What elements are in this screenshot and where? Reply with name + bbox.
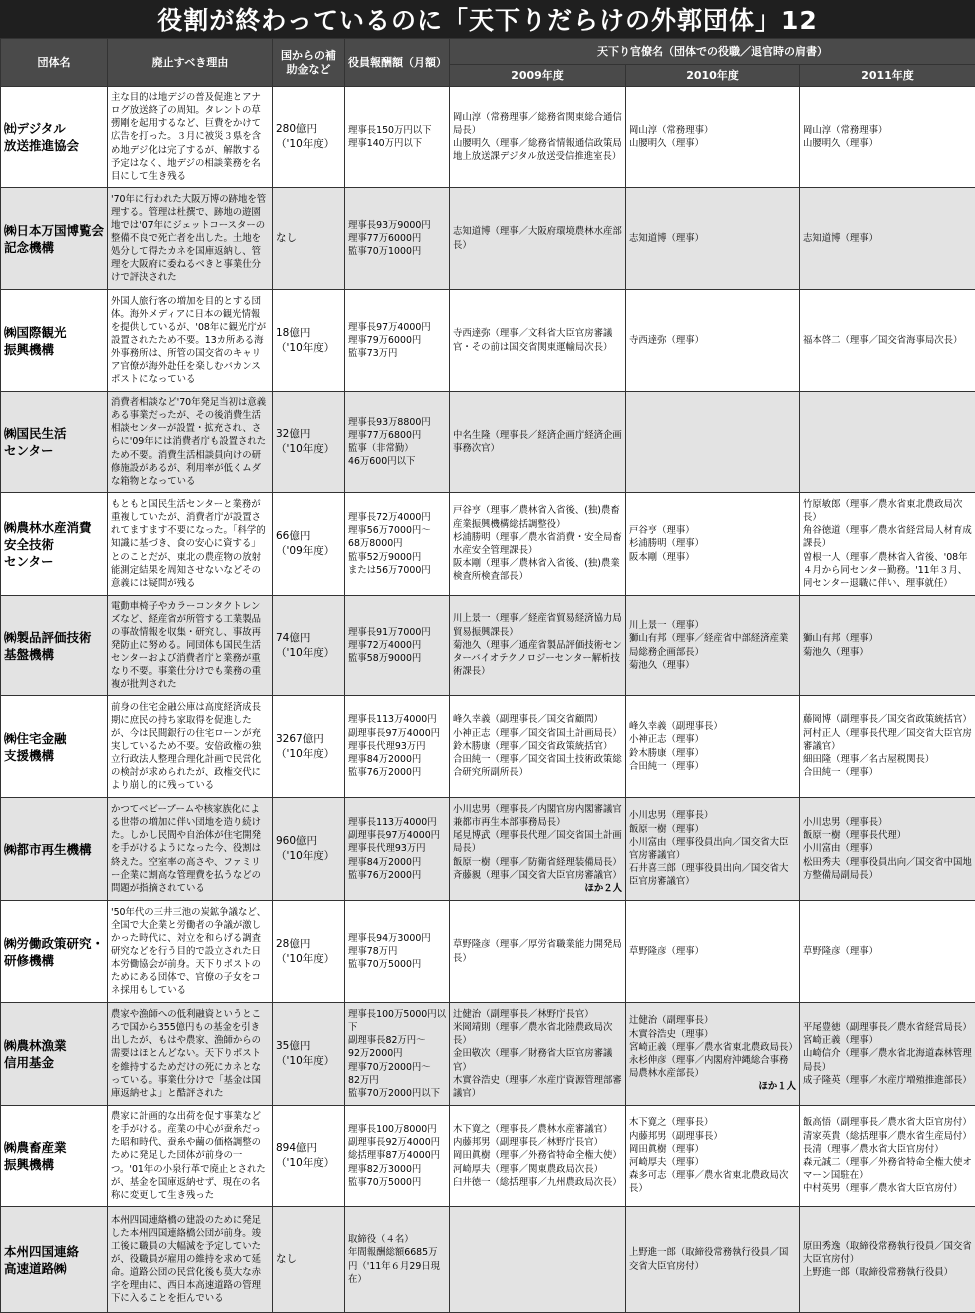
amakudari-2009-line: 木下寛之（理事長／農林水産審議官） [453,1123,622,1136]
amakudari-2009-line: 米岡靖則（理事／農水省北陸農政局次長） [453,1021,622,1047]
subsidy-line: 66億円 [276,529,341,544]
org-name-line: ㈱国民生活 [4,425,104,442]
officer-salary [345,596,450,696]
officer-salary-line: 理事長97万4000円 [348,321,446,334]
org-name-line: ㈱国際観光 [4,324,104,341]
amakudari-2010-line: 志知道博（理事） [629,232,796,245]
subsidy-line: 28億円 [276,937,341,952]
subsidy-line: 35億円 [276,1039,341,1054]
org-name [1,87,108,188]
amakudari-2009-line: 菊池久（理事／通産省製品評価技術センターバイオテクノロジーセンター解析技術課長） [453,639,622,679]
amakudari-2011-line: 藤岡博（副理事長／国交省政策統括官） [803,713,972,726]
officer-salary-line: 82万円 [348,1074,446,1087]
officer-salary-line: 副理事長92万4000円 [348,1136,446,1149]
officer-salary-line: 理事長代理93万円 [348,842,446,855]
amakudari-2011-line: 山腰明久（理事） [803,137,972,150]
amakudari-2009 [450,87,626,188]
abolish-reason: もともと国民生活センターと業務が重複していたが、消費者庁が設置されてますます不要になった。「科学的知識に基づき、食の安心に資する」とのことだが、東北の農産物の放射能測定結果を周知させないなどその意義には疑問が残る [108,493,273,596]
subsidy [273,188,345,290]
org-name-line: ㈱都市再生機構 [4,841,104,858]
amakudari-2011-line: 宮崎正義（理事） [803,1034,972,1047]
amakudari-2011-line: 上野進一郎（取締役常務執行役員） [803,1266,972,1279]
amakudari-2009-line: 小神正志（理事／国交省国土計画局長） [453,727,622,740]
amakudari-2010-line: 飯原一樹（理事） [629,823,796,836]
amakudari-2010-line: 森多可志（理事／農水省東北農政局次長） [629,1169,796,1195]
officer-salary-line: 理事72万4000円 [348,639,446,652]
amakudari-2011 [800,901,975,1003]
table-row [1,493,975,596]
table-row [1,87,975,188]
table-row [1,188,975,290]
officer-salary-line: 監事73万円 [348,347,446,360]
amakudari-2010-line: 木下寛之（理事長） [629,1116,796,1129]
officer-salary-line: 理事長91万7000円 [348,626,446,639]
officer-salary-line: 理事長113万4000円 [348,816,446,829]
officer-salary-line: 68万8000円 [348,537,446,550]
page-title: 役割が終わっているのに「天下りだらけの外郭団体」12 [157,1,818,37]
subsidy-line: （'10年度） [276,646,341,661]
officer-salary-line: 監事（非常勤） [348,442,446,455]
subsidy [273,493,345,596]
org-name [1,290,108,392]
officer-salary-line: 理事82万3000円 [348,1163,446,1176]
amakudari-2009-line: 臼井徳一（総括理事／九州農政局次長） [453,1176,622,1189]
subsidy-line: （'10年度） [276,137,341,152]
amakudari-2009-line: 川上景一（理事／経産省貿易経済協力局貿易振興課長） [453,612,622,638]
amakudari-2011-line: 小川富由（理事） [803,842,972,855]
table-row [1,1106,975,1207]
officer-salary [345,1106,450,1207]
amakudari-2010-line: 木實谷浩史（理事） [629,1028,796,1041]
org-name [1,696,108,798]
officer-salary-line: 監事70万5000円 [348,958,446,971]
officer-salary-line: 監事76万2000円 [348,869,446,882]
amakudari-2009-line: 戸谷亨（理事／農林省入省後、(独)農畜産業振興機構総括調整役） [453,504,622,530]
subsidy-line: 32億円 [276,427,341,442]
officer-salary-line: 理事長代理93万円 [348,740,446,753]
amakudari-2011 [800,392,975,493]
amakudari-2009-line: 小川忠男（理事長／内閣官房内閣審議官兼都市再生本部事務局長） [453,803,622,829]
header-reason: 廃止すべき理由 [108,39,273,87]
subsidy-line: （'10年度） [276,849,341,864]
table-row [1,1207,975,1313]
subsidy-line: （'10年度） [276,747,341,762]
amakudari-2009-line: 岡田眞樹（理事／外務省特命全権大使） [453,1149,622,1162]
abolish-reason: 前身の住宅金融公庫は高度経済成長期に庶民の持ち家取得を促進したが、今は民間銀行の住宅ローンが充実しているため不要。安倍政権の独立行政法人整理合理化計画で民営化の検討が求められたが、政権交代により崩し的に残っている [108,696,273,798]
amakudari-2009-line: 杉浦勝明（理事／農水省消費・安全局畜水産安全管理課長） [453,531,622,557]
org-name-line: 振興機構 [4,341,104,358]
amakudari-2011-line: 松田秀夫（理事役員出向／国交省中国地方整備局副局長） [803,856,972,882]
amakudari-2009-line: 寺西達弥（理事／文科省大臣官房審議官・その前は国交省関東運輸局次長） [453,327,622,353]
amakudari-2010-line: 宮崎正義（理事／農水省東北農政局長） [629,1041,796,1054]
table-row [1,901,975,1003]
amakudari-2010-line: 寺西達弥（理事） [629,334,796,347]
amakudari-2009-line: 阪本剛（理事／農林省入省後、(独)農業検査所検査部長） [453,557,622,583]
amakudari-2010-line: 辻健治（副理事長） [629,1014,796,1027]
officer-salary-line: 理事84万2000円 [348,856,446,869]
amakudari-2011 [800,696,975,798]
amakudari-2011 [800,596,975,696]
org-name [1,1106,108,1207]
officer-salary [345,1003,450,1106]
amakudari-2010 [626,1106,800,1207]
subsidy-line: （'09年度） [276,544,341,559]
officer-salary [345,392,450,493]
amakudari-2009-line: 飯原一樹（理事／防衛省経理装備局長） [453,856,622,869]
header-salary: 役員報酬額（月額） [345,39,450,87]
subsidy-line: 18億円 [276,326,341,341]
org-name-line: ㈱農林漁業 [4,1037,104,1054]
org-name-line: 本州四国連絡 [4,1243,104,1260]
amakudari-2010-line: 合田純一（理事） [629,760,796,773]
amakudari-2009-line: 河崎厚夫（理事／関東農政局次長） [453,1163,622,1176]
officer-salary [345,188,450,290]
amakudari-2011-line: 志知道博（理事） [803,232,972,245]
officer-salary-line: 理事79万6000円 [348,334,446,347]
officer-salary-line: 理事84万2000円 [348,753,446,766]
amakudari-2011 [800,87,975,188]
officer-salary-line: 理事長113万4000円 [348,713,446,726]
officer-salary [345,493,450,596]
org-name [1,1207,108,1313]
amakudari-2009-line: 山腰明久（理事／総務省情報通信政策局地上放送課デジタル放送受信推進室長） [453,137,622,163]
abolish-reason: 農家に計画的な出荷を促す事業などを手がける。産業の中心が蚕糸だった昭和時代、蚕糸や繭の価格調整のために発足した団体が前身の一つ。'01年の小泉行革で廃止とされたが、基金を国庫返納せず、現在の名称に変更して生き残った [108,1106,273,1207]
officer-salary-line: 監事76万2000円 [348,766,446,779]
org-name-line: 基盤機構 [4,646,104,663]
amakudari-2011 [800,1106,975,1207]
officer-salary-line: 理事77万6000円 [348,232,446,245]
org-name-line: 信用基金 [4,1054,104,1071]
subsidy [273,1106,345,1207]
officer-salary-line: 理事70万2000円〜 [348,1061,446,1074]
officer-salary-line: 理事長93万8800円 [348,416,446,429]
amakudari-2009 [450,798,626,901]
amakudari-2009-line: 斉藤親（理事／国交省大臣官房審議官） [453,869,622,882]
amakudari-2011-line: 飯原一樹（理事長代理） [803,829,972,842]
officer-salary-line: 監事70万1000円 [348,245,446,258]
officer-salary-line: 監事70万2000円以下 [348,1087,446,1100]
subsidy-line: 960億円 [276,834,341,849]
org-name [1,1003,108,1106]
subsidy [273,798,345,901]
subsidy [273,290,345,392]
org-name-line: 記念機構 [4,239,104,256]
org-name [1,392,108,493]
abolish-reason: '70年に行われた大阪万博の跡地を管理する。管理は杜撰で、跡地の遊園地では'07年にジェットコースターの整備不良で死亡者を出した。土地を処分して得たカネを国庫返納し、管理を大阪府に委ねるべきと事業仕分けで評決された [108,188,273,290]
amakudari-2010-line: 山腰明久（理事） [629,137,796,150]
org-name [1,493,108,596]
amakudari-2011-line: 合田純一（理事） [803,766,972,779]
amakudari-2011-line: 小川忠男（理事長） [803,816,972,829]
subsidy [273,392,345,493]
abolish-reason: 本州四国連絡橋の建設のために発足した本州四国連絡橋公団が前身。竣工後に職員の大幅減を予定していたが、役職員が雇用の維持を求めて延命。道路公団の民営化後も莫大な赤字を理由に、西日本高速道路の管理下に入ることを拒んでいる [108,1207,273,1313]
table-row [1,392,975,493]
officer-salary-line: 理事長100万5000円以下 [348,1008,446,1034]
header-amakudari: 天下り官僚名（団体での役職／退官時の肩書） [450,39,975,65]
amakudari-2009 [450,901,626,1003]
amakudari-2011-line: 飯高悟（副理事長／農水省大臣官房付） [803,1116,972,1129]
amakudari-2011 [800,1207,975,1313]
amakudari-2009 [450,290,626,392]
officer-salary-line: 理事77万6800円 [348,429,446,442]
header-year-2010: 2010年度 [626,65,800,87]
officer-salary-line: 理事78万円 [348,945,446,958]
subsidy [273,1207,345,1313]
officer-salary-line: 監事52万9000円 [348,551,446,564]
officer-salary-line: 総括理事87万4000円 [348,1149,446,1162]
amakudari-2011-line: 細田隆（理事／名古屋税関長） [803,753,972,766]
amakudari-2009-line: 尾見博武（理事長代理／国交省国土計画局長） [453,829,622,855]
amakudari-2010-line: 阪本剛（理事） [629,551,796,564]
others-count: ほか２人 [453,882,622,895]
org-name-line: ㈱農林水産消費 [4,519,104,536]
officer-salary-line: 理事長93万9000円 [348,219,446,232]
amakudari-2010-line: 戸谷亨（理事） [629,524,796,537]
org-name-line: 安全技術 [4,536,104,553]
amakudari-2009 [450,1207,626,1313]
title-bar [0,0,975,38]
abolish-reason: かつてベビーブームや核家族化による世帯の増加に伴い団地を造り続けた。しかし民間や自治体が住宅開発を手がけるようになった今、役割は終えた。空室率の高さや、ファミリー企業に割高な管理費を払うなどの問題が指摘されている [108,798,273,901]
amakudari-2010-line: 峰久幸義（副理事長） [629,720,796,733]
header-year-2009: 2009年度 [450,65,626,87]
officer-salary-line: 取締役（４名） [348,1233,446,1246]
amakudari-2011-line: 獅山有邦（理事） [803,632,972,645]
officer-salary-line: 副理事長97万4000円 [348,727,446,740]
org-name-line: ㈱農畜産業 [4,1139,104,1156]
org-name-line: 放送推進協会 [4,137,104,154]
amakudari-2009-line: 金田敬次（理事／財務省大臣官房審議官） [453,1047,622,1073]
subsidy-line: （'10年度） [276,1156,341,1171]
officer-salary-line: 副理事長82万円〜 [348,1034,446,1047]
amakudari-2010-line: 河崎厚夫（理事） [629,1156,796,1169]
org-name-line: 振興機構 [4,1156,104,1173]
amakudari-2011-line: 菊池久（理事） [803,646,972,659]
org-name [1,596,108,696]
subsidy [273,901,345,1003]
amakudari-2011-line: 清家英貴（総括理事／農水省生産局付） [803,1130,972,1143]
officer-salary-line: 92万2000円 [348,1047,446,1060]
officer-salary [345,290,450,392]
subsidy-line: なし [276,231,341,246]
amakudari-2010-line: 菊池久（理事） [629,659,796,672]
officer-salary-line: 監事70万5000円 [348,1176,446,1189]
subsidy-line: （'10年度） [276,341,341,356]
amakudari-2010 [626,596,800,696]
subsidy [273,1003,345,1106]
amakudari-2010 [626,188,800,290]
others-count: ほか１人 [629,1080,796,1093]
amakudari-table [0,38,975,1313]
officer-salary [345,901,450,1003]
amakudari-2009-line: 合田純一（理事／国交省国土技術政策総合研究所副所長） [453,753,622,779]
amakudari-2010-line: 永杉伸彦（理事／内閣府沖縄総合事務局農林水産部長） [629,1054,796,1080]
abolish-reason: '50年代の三井三池の炭鉱争議など、全国で大企業と労働者の争議が激しかった時代に、対立を和らげる調査研究などを行う目的で設立された日本労働協会が前身。天下りポストのためにある団体で、官僚の子女をコネ採用もしている [108,901,273,1003]
amakudari-2010-line: 鈴木勝康（理事） [629,747,796,760]
officer-salary [345,1207,450,1313]
header-subsidy: 国からの補助金など [273,39,345,87]
amakudari-2011-line: 曽根一人（理事／農林省入省後、'08年４月から同センター勤務。'11年３月、同センター退職に伴い、理事就任） [803,551,972,591]
officer-salary-line: または56万7000円 [348,564,446,577]
subsidy-line: 894億円 [276,1141,341,1156]
amakudari-2009 [450,188,626,290]
officer-salary-line: 理事長72万4000円 [348,511,446,524]
amakudari-2009 [450,1106,626,1207]
amakudari-2011-line: 成子隆英（理事／水産庁増殖推進部長） [803,1074,972,1087]
amakudari-2011-line: 中村英男（理事／農水省大臣官房付） [803,1182,972,1195]
officer-salary-line: 監事58万9000円 [348,652,446,665]
org-name-line: センター [4,442,104,459]
org-name-line: 研修機構 [4,952,104,969]
org-name [1,188,108,290]
amakudari-2010 [626,798,800,901]
table-row [1,696,975,798]
table-row [1,1003,975,1106]
amakudari-2009 [450,493,626,596]
subsidy-line: 3267億円 [276,732,341,747]
amakudari-2011-line: 草野隆彦（理事） [803,945,972,958]
amakudari-2011-line: 竹原敏郎（理事／農水省東北農政局次長） [803,498,972,524]
amakudari-2010 [626,290,800,392]
amakudari-2010-line: 獅山有邦（理事／経産省中部経済産業局総務企画部長） [629,632,796,658]
officer-salary-line: 理事長150万円以下 [348,124,446,137]
amakudari-2009-line: 鈴木勝康（理事／国交省政策統括官） [453,740,622,753]
subsidy-line: （'10年度） [276,952,341,967]
org-name-line: センター [4,553,104,570]
amakudari-2011-line: 福本啓二（理事／国交省海事局次長） [803,334,972,347]
officer-salary-line: 46万600円以下 [348,455,446,468]
amakudari-2011 [800,798,975,901]
table-row [1,290,975,392]
amakudari-2009-line: 辻健治（副理事長／林野庁長官） [453,1008,622,1021]
officer-salary [345,798,450,901]
abolish-reason: 電動車椅子やカラーコンタクトレンズなど、経産省が所管する工業製品の事故情報を収集・研究し、事故再発防止に努める。同団体も国民生活センターおよび消費者庁と業務が重なり不要。事業仕分けでも業務の重複が批判された [108,596,273,696]
org-name [1,798,108,901]
abolish-reason: 主な目的は地デジの普及促進とアナログ放送終了の周知。タレントの草彅剛を起用するなど、巨費をかけて広告を打った。３月に被災３県を含め地デジ化は完了するが、解散する予定はなく、地デジの相談業務を名目にして生き残る [108,87,273,188]
header-org: 団体名 [1,39,108,87]
org-name [1,901,108,1003]
amakudari-2011 [800,493,975,596]
amakudari-2010-line: 上野進一郎（取締役常務執行役員／国交省大臣官房付） [629,1246,796,1272]
subsidy [273,596,345,696]
amakudari-2009-line: 岡山淳（常務理事／総務省関東総合通信局長） [453,111,622,137]
org-name-line: ㈱労働政策研究・ [4,935,104,952]
amakudari-2011-line: 岡山淳（常務理事） [803,124,972,137]
abolish-reason: 農家や漁師への低利融資というところで国から355億円もの基金を引き出したが、もはや農家、漁師からの需要はほとんどない。天下りポストを維持するためだけの死にカネとなっている。事業仕分けで「基金は国庫返納せよ」と酷評された [108,1003,273,1106]
amakudari-2009 [450,696,626,798]
org-name-line: 高速道路㈱ [4,1260,104,1277]
subsidy [273,87,345,188]
amakudari-2010 [626,901,800,1003]
amakudari-2010-line: 小川忠男（理事長） [629,809,796,822]
amakudari-2009 [450,596,626,696]
header-year-2011: 2011年度 [800,65,975,87]
amakudari-2011 [800,188,975,290]
amakudari-2009-line: 草野隆彦（理事／厚労省職業能力開発局長） [453,938,622,964]
officer-salary [345,696,450,798]
amakudari-2010 [626,87,800,188]
amakudari-2009-line: 内藤邦男（副理事長／林野庁長官） [453,1136,622,1149]
officer-salary-line: 理事140万円以下 [348,137,446,150]
table-row [1,596,975,696]
amakudari-2010-line: 内藤邦男（副理事長） [629,1130,796,1143]
amakudari-2010-line: 岡山淳（常務理事） [629,124,796,137]
table-body [1,87,975,1313]
org-name-line: ㈱日本万国博覧会 [4,222,104,239]
amakudari-2009-line: 木實谷浩史（理事／水産庁資源管理部審議官） [453,1074,622,1100]
subsidy-line: なし [276,1252,341,1267]
amakudari-2011-line: 平尾豊徳（副理事長／農水省経営局長） [803,1021,972,1034]
amakudari-2010 [626,1003,800,1106]
amakudari-2009-line: 中名生隆（理事長／経済企画庁経済企画事務次官） [453,429,622,455]
officer-salary [345,87,450,188]
amakudari-2010 [626,1207,800,1313]
amakudari-2010-line: 岡田眞樹（理事） [629,1143,796,1156]
amakudari-2010 [626,696,800,798]
amakudari-2010-line: 川上景一（理事） [629,619,796,632]
amakudari-2011 [800,1003,975,1106]
subsidy-line: 280億円 [276,122,341,137]
amakudari-2009 [450,392,626,493]
officer-salary-line: 副理事長97万4000円 [348,829,446,842]
amakudari-2010-line: 小川富由（理事役員出向／国交省大臣官房審議官） [629,836,796,862]
amakudari-2010-line: 杉浦勝明（理事） [629,537,796,550]
amakudari-2011-line: 山崎信介（理事／農水省北海道森林管理局長） [803,1047,972,1073]
officer-salary-line: 理事長94万3000円 [348,932,446,945]
org-name-line: 支援機構 [4,747,104,764]
officer-salary-line: 年間報酬総額6685万円（'11年６月29日現在） [348,1246,446,1286]
table-row [1,798,975,901]
subsidy [273,696,345,798]
subsidy-line: 74億円 [276,631,341,646]
amakudari-2010 [626,493,800,596]
amakudari-2011-line: 河村正人（理事長代理／国交省大臣官房審議官） [803,727,972,753]
amakudari-2011-line: 長清（理事／農水省大臣官房付） [803,1143,972,1156]
abolish-reason: 外国人旅行客の増加を目的とする団体。海外メディアに日本の観光情報を提供しているが、'08年に観光庁が設置されたため不要。13カ所ある海外事務所は、所管の国交省のキャリア官僚が海外赴任を楽しむバカンスポストになっている [108,290,273,392]
amakudari-2011-line: 角谷徳道（理事／農水省経営局人材育成課長） [803,524,972,550]
org-name-line: ㈱住宅金融 [4,730,104,747]
amakudari-2010 [626,392,800,493]
amakudari-2010-line: 石井喜三郎（理事役員出向／国交省大臣官房審議官） [629,862,796,888]
amakudari-2011-line: 原田秀逸（取締役常務執行役員／国交省大臣官房付） [803,1240,972,1266]
amakudari-2009 [450,1003,626,1106]
org-name-line: ㈱製品評価技術 [4,629,104,646]
abolish-reason: 消費者相談など'70年発足当初は意義ある事業だったが、その後消費生活相談センターが設置・拡充され、さらに'09年には消費者庁も設置されたため不要。消費生活相談員向けの研修施設があるが、利用率が低くムダな箱物となっている [108,392,273,493]
amakudari-2011-line: 森元誠二（理事／外務省特命全権大使オマーン国駐在） [803,1156,972,1182]
amakudari-2009-line: 峰久幸義（副理事長／国交省顧問） [453,713,622,726]
subsidy-line: （'10年度） [276,1054,341,1069]
amakudari-2011 [800,290,975,392]
org-name-line: ㈳デジタル [4,120,104,137]
amakudari-2010-line: 草野隆彦（理事） [629,945,796,958]
subsidy-line: （'10年度） [276,442,341,457]
officer-salary-line: 理事長100万8000円 [348,1123,446,1136]
amakudari-2010-line: 小神正志（理事） [629,733,796,746]
amakudari-2009-line: 志知道博（理事／大阪府環境農林水産部長） [453,225,622,251]
officer-salary-line: 理事56万7000円〜 [348,524,446,537]
